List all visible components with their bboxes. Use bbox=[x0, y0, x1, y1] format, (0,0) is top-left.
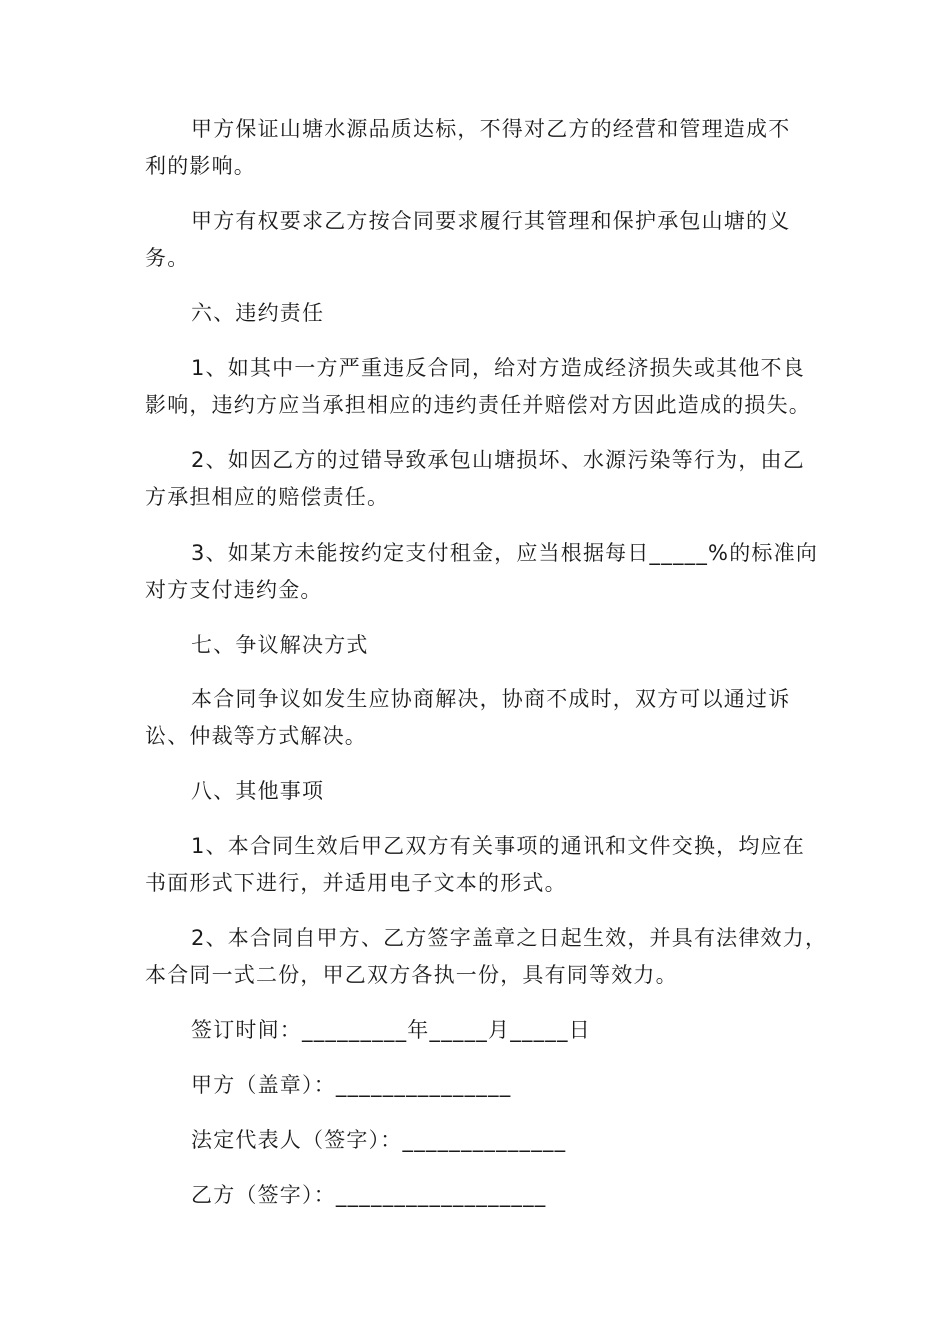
text-line: 甲方保证山塘水源品质达标，不得对乙方的经营和管理造成不 bbox=[191, 117, 791, 141]
text-line: 利的影响。 bbox=[145, 154, 256, 178]
paragraph-dispute bbox=[145, 681, 805, 755]
text-line: 讼、仲裁等方式解决。 bbox=[145, 724, 367, 748]
text-line: 3、如某方未能按约定支付租金，应当根据每日_____%的标准向 bbox=[191, 541, 819, 565]
text-line: 乙方（签字）：__________________ bbox=[191, 1183, 547, 1207]
text-line: 甲方有权要求乙方按合同要求履行其管理和保护承包山塘的义 bbox=[191, 209, 791, 233]
text-line: 1、本合同生效后甲乙双方有关事项的通讯和文件交换，均应在 bbox=[191, 834, 805, 858]
signing-date-field bbox=[145, 1012, 805, 1049]
text-line: 对方支付违约金。 bbox=[145, 578, 323, 602]
text-line: 本合同一式二份，甲乙双方各执一份，具有同等效力。 bbox=[145, 963, 678, 987]
text-line: 本合同争议如发生应协商解决，协商不成时，双方可以通过诉 bbox=[191, 687, 791, 711]
section-heading-breach bbox=[145, 295, 805, 332]
legal-representative-field bbox=[145, 1122, 805, 1159]
paragraph-other-2 bbox=[145, 920, 828, 994]
text-line: 方承担相应的赔偿责任。 bbox=[145, 485, 390, 509]
text-line: 影响，违约方应当承担相应的违约责任并赔偿对方因此造成的损失。 bbox=[145, 393, 811, 417]
paragraph-breach-2 bbox=[145, 442, 805, 516]
text-line: 书面形式下进行，并适用电子文本的形式。 bbox=[145, 871, 567, 895]
text-line: 1、如其中一方严重违反合同，给对方造成经济损失或其他不良 bbox=[191, 356, 805, 380]
section-heading-dispute bbox=[145, 627, 805, 664]
text-line: 七、争议解决方式 bbox=[191, 633, 369, 657]
paragraph-breach-3 bbox=[145, 535, 819, 609]
text-line: 2、本合同自甲方、乙方签字盖章之日起生效，并具有法律效力， bbox=[191, 926, 828, 950]
paragraph-water-quality bbox=[145, 111, 805, 185]
text-line: 八、其他事项 bbox=[191, 779, 325, 803]
text-line: 甲方（盖章）：_______________ bbox=[191, 1073, 512, 1097]
party-a-seal-field bbox=[145, 1067, 805, 1104]
text-line: 2、如因乙方的过错导致承包山塘损坏、水源污染等行为，由乙 bbox=[191, 448, 805, 472]
section-heading-other bbox=[145, 773, 805, 810]
text-line: 法定代表人（签字）：______________ bbox=[191, 1128, 567, 1152]
paragraph-other-1 bbox=[145, 828, 805, 902]
paragraph-party-a-rights bbox=[145, 203, 805, 277]
text-line: 六、违约责任 bbox=[191, 301, 325, 325]
party-b-signature-field bbox=[145, 1177, 805, 1214]
text-line: 务。 bbox=[145, 246, 190, 270]
paragraph-breach-1 bbox=[145, 350, 811, 424]
text-line: 签订时间：_________年_____月_____日 bbox=[191, 1018, 591, 1042]
